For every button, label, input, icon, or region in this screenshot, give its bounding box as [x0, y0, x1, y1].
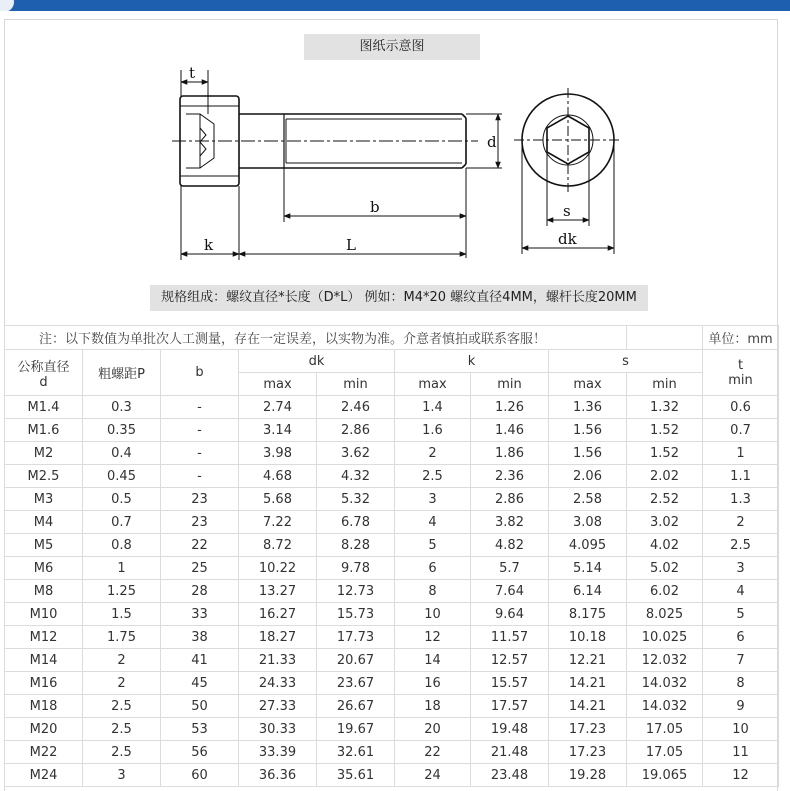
table-cell: 17.05	[627, 718, 703, 741]
table-cell: 12.032	[627, 649, 703, 672]
table-cell: 24	[395, 764, 471, 787]
table-cell: 14.032	[627, 672, 703, 695]
table-row	[5, 741, 779, 764]
table-cell: 14.21	[549, 672, 627, 695]
table-cell: 1.56	[549, 442, 627, 465]
dim-label-d: d	[487, 133, 497, 151]
table-cell: 19.065	[627, 764, 703, 787]
table-cell: -	[161, 442, 239, 465]
table-cell: 10.18	[549, 626, 627, 649]
table-cell: 45	[161, 672, 239, 695]
table-row	[5, 511, 779, 534]
table-cell: 2.86	[471, 488, 549, 511]
table-cell: 9	[703, 695, 779, 718]
note-row	[5, 326, 779, 350]
table-cell: 23.67	[317, 672, 395, 695]
table-cell: 4.82	[471, 534, 549, 557]
table-cell: 21.33	[239, 649, 317, 672]
table-cell: 11.57	[471, 626, 549, 649]
table-cell: 11	[703, 741, 779, 764]
table-row	[5, 442, 779, 465]
table-cell: 24.33	[239, 672, 317, 695]
table-cell: M22	[5, 741, 83, 764]
table-cell: M8	[5, 580, 83, 603]
table-cell: M18	[5, 695, 83, 718]
table-cell: 25	[161, 557, 239, 580]
table-cell: 22	[161, 534, 239, 557]
table-cell: 1.56	[549, 419, 627, 442]
table-cell: 20.67	[317, 649, 395, 672]
table-cell: 19.67	[317, 718, 395, 741]
header-k-min: min	[471, 373, 549, 396]
table-cell: 12	[395, 626, 471, 649]
table-cell: 20	[395, 718, 471, 741]
note-text: 注：以下数值为单批次人工测量，存在一定误差，以实物为准。介意者慎拍或联系客服！	[5, 326, 627, 350]
table-cell: 17.57	[471, 695, 549, 718]
header-pitch: 粗螺距P	[83, 350, 161, 396]
table-cell: -	[161, 465, 239, 488]
table-cell: 1.52	[627, 419, 703, 442]
header-s-max: max	[549, 373, 627, 396]
header-k-max: max	[395, 373, 471, 396]
table-cell: 17.23	[549, 718, 627, 741]
table-cell: 7.22	[239, 511, 317, 534]
header-b: b	[161, 350, 239, 396]
table-cell: 4	[395, 511, 471, 534]
header-nominal: 公称直径 d	[5, 350, 83, 396]
table-cell: 36.36	[239, 764, 317, 787]
table-cell: 1.46	[471, 419, 549, 442]
table-cell: 56	[161, 741, 239, 764]
header-t: t min	[703, 350, 779, 396]
table-row	[5, 580, 779, 603]
table-cell: 6.14	[549, 580, 627, 603]
table-cell: 8.28	[317, 534, 395, 557]
table-cell: 8.72	[239, 534, 317, 557]
table-cell: 0.45	[83, 465, 161, 488]
table-cell: M16	[5, 672, 83, 695]
table-cell: 6	[395, 557, 471, 580]
table-cell: 18	[395, 695, 471, 718]
table-cell: 7	[703, 649, 779, 672]
table-cell: 2.5	[395, 465, 471, 488]
table-cell: 1.25	[83, 580, 161, 603]
table-cell: M14	[5, 649, 83, 672]
table-cell: 1.86	[471, 442, 549, 465]
table-row	[5, 626, 779, 649]
spec-table	[4, 325, 779, 787]
table-cell: 23	[161, 511, 239, 534]
table-cell: 17.05	[627, 741, 703, 764]
table-cell: 19.48	[471, 718, 549, 741]
table-cell: 1.32	[627, 396, 703, 419]
header-row-1	[5, 350, 779, 373]
table-cell: 21.48	[471, 741, 549, 764]
table-cell: 5.32	[317, 488, 395, 511]
table-cell: 60	[161, 764, 239, 787]
table-cell: 35.61	[317, 764, 395, 787]
header-k: k	[395, 350, 549, 373]
table-row	[5, 672, 779, 695]
screw-end-view	[514, 88, 622, 192]
table-cell: 30.33	[239, 718, 317, 741]
table-cell: 2.46	[317, 396, 395, 419]
table-cell: 1.6	[395, 419, 471, 442]
table-cell: 10.025	[627, 626, 703, 649]
table-cell: 17.23	[549, 741, 627, 764]
table-cell: 2.52	[627, 488, 703, 511]
table-cell: M2	[5, 442, 83, 465]
table-cell: 5.14	[549, 557, 627, 580]
table-cell: 12.57	[471, 649, 549, 672]
table-cell: 2	[83, 672, 161, 695]
table-cell: -	[161, 396, 239, 419]
table-cell: 4.68	[239, 465, 317, 488]
table-cell: M10	[5, 603, 83, 626]
table-cell: 14.21	[549, 695, 627, 718]
table-cell: 0.8	[83, 534, 161, 557]
table-cell: 2.5	[83, 695, 161, 718]
table-cell: M4	[5, 511, 83, 534]
table-cell: 2.5	[703, 534, 779, 557]
table-row	[5, 465, 779, 488]
table-cell: 3	[83, 764, 161, 787]
table-cell: 4	[703, 580, 779, 603]
table-cell: 1	[83, 557, 161, 580]
table-row	[5, 557, 779, 580]
screw-drawing	[0, 0, 790, 280]
table-cell: 4.02	[627, 534, 703, 557]
header-dk-max: max	[239, 373, 317, 396]
table-cell: 1.52	[627, 442, 703, 465]
table-cell: 0.35	[83, 419, 161, 442]
table-cell: 23	[161, 488, 239, 511]
table-cell: 10	[703, 718, 779, 741]
table-cell: 3	[703, 557, 779, 580]
table-cell: 28	[161, 580, 239, 603]
drawing-title: 图纸示意图	[304, 34, 480, 60]
table-cell: 32.61	[317, 741, 395, 764]
table-cell: 1.36	[549, 396, 627, 419]
table-cell: 1.1	[703, 465, 779, 488]
table-cell: M12	[5, 626, 83, 649]
table-cell: 3.14	[239, 419, 317, 442]
table-cell: 4.095	[549, 534, 627, 557]
table-cell: 12.21	[549, 649, 627, 672]
table-row	[5, 419, 779, 442]
table-cell: M2.5	[5, 465, 83, 488]
table-cell: 13.27	[239, 580, 317, 603]
table-cell: 0.3	[83, 396, 161, 419]
table-cell: 2.74	[239, 396, 317, 419]
table-cell: 0.4	[83, 442, 161, 465]
table-cell: 16.27	[239, 603, 317, 626]
table-cell: 8.025	[627, 603, 703, 626]
table-cell: 0.5	[83, 488, 161, 511]
dim-label-t: t	[189, 64, 196, 82]
unit-label: 单位：mm	[703, 326, 779, 350]
table-cell: 15.73	[317, 603, 395, 626]
table-cell: 27.33	[239, 695, 317, 718]
dim-label-b: b	[370, 198, 380, 216]
table-cell: 6.02	[627, 580, 703, 603]
table-cell: 3.02	[627, 511, 703, 534]
table-cell: 5	[703, 603, 779, 626]
table-cell: 18.27	[239, 626, 317, 649]
table-cell: 26.67	[317, 695, 395, 718]
table-cell: 2.5	[83, 718, 161, 741]
table-cell: 53	[161, 718, 239, 741]
table-cell: 19.28	[549, 764, 627, 787]
table-cell: 15.57	[471, 672, 549, 695]
table-cell: M1.6	[5, 419, 83, 442]
table-cell: 50	[161, 695, 239, 718]
table-cell: M20	[5, 718, 83, 741]
table-cell: 12	[703, 764, 779, 787]
table-row	[5, 488, 779, 511]
table-cell: 2.36	[471, 465, 549, 488]
spec-description: 规格组成：螺纹直径*长度（D*L） 例如：M4*20 螺纹直径4MM，螺杆长度20MM	[150, 285, 648, 311]
header-dk-min: min	[317, 373, 395, 396]
table-cell: 3.08	[549, 511, 627, 534]
table-cell: 0.6	[703, 396, 779, 419]
table-cell: 2.5	[83, 741, 161, 764]
table-row	[5, 718, 779, 741]
table-cell: 10.22	[239, 557, 317, 580]
table-cell: 3.82	[471, 511, 549, 534]
table-cell: 0.7	[83, 511, 161, 534]
dim-label-k: k	[204, 236, 214, 254]
table-cell: 2.02	[627, 465, 703, 488]
table-cell: 2.86	[317, 419, 395, 442]
table-cell: 17.73	[317, 626, 395, 649]
table-cell: 2	[703, 511, 779, 534]
table-cell: 14.032	[627, 695, 703, 718]
table-cell: 7.64	[471, 580, 549, 603]
table-cell: 16	[395, 672, 471, 695]
table-cell: M1.4	[5, 396, 83, 419]
table-cell: M24	[5, 764, 83, 787]
table-cell: 3.62	[317, 442, 395, 465]
table-row	[5, 534, 779, 557]
table-cell: 4.32	[317, 465, 395, 488]
table-row	[5, 649, 779, 672]
table-cell: 1.75	[83, 626, 161, 649]
table-cell: 2.06	[549, 465, 627, 488]
table-cell: 23.48	[471, 764, 549, 787]
header-dk: dk	[239, 350, 395, 373]
table-cell: M3	[5, 488, 83, 511]
table-cell: -	[161, 419, 239, 442]
table-cell: 8	[395, 580, 471, 603]
table-cell: 2	[395, 442, 471, 465]
table-cell: 0.7	[703, 419, 779, 442]
table-cell: 5.7	[471, 557, 549, 580]
table-cell: 2.58	[549, 488, 627, 511]
table-cell: 22	[395, 741, 471, 764]
table-row	[5, 764, 779, 787]
table-cell: 6	[703, 626, 779, 649]
table-cell: 41	[161, 649, 239, 672]
table-cell: 33.39	[239, 741, 317, 764]
table-cell: 9.64	[471, 603, 549, 626]
table-cell: 12.73	[317, 580, 395, 603]
table-cell: M6	[5, 557, 83, 580]
table-cell: 6.78	[317, 511, 395, 534]
table-cell: 3.98	[239, 442, 317, 465]
table-cell: 1.3	[703, 488, 779, 511]
table-cell: 9.78	[317, 557, 395, 580]
table-row	[5, 603, 779, 626]
table-row	[5, 396, 779, 419]
table-cell: 5.68	[239, 488, 317, 511]
table-cell: 2	[83, 649, 161, 672]
table-cell: 38	[161, 626, 239, 649]
table-cell: 3	[395, 488, 471, 511]
dim-label-L: L	[346, 236, 356, 254]
table-cell: M5	[5, 534, 83, 557]
table-cell: 10	[395, 603, 471, 626]
table-cell: 14	[395, 649, 471, 672]
table-cell: 1.5	[83, 603, 161, 626]
table-cell: 5	[395, 534, 471, 557]
table-cell: 1.4	[395, 396, 471, 419]
table-row	[5, 695, 779, 718]
table-cell: 5.02	[627, 557, 703, 580]
header-s: s	[549, 350, 703, 373]
table-cell: 1	[703, 442, 779, 465]
table-cell: 8	[703, 672, 779, 695]
header-s-min: min	[627, 373, 703, 396]
table-cell: 33	[161, 603, 239, 626]
dim-label-s: s	[563, 202, 571, 220]
dim-label-dk: dk	[558, 230, 577, 248]
table-cell: 1.26	[471, 396, 549, 419]
table-cell: 8.175	[549, 603, 627, 626]
